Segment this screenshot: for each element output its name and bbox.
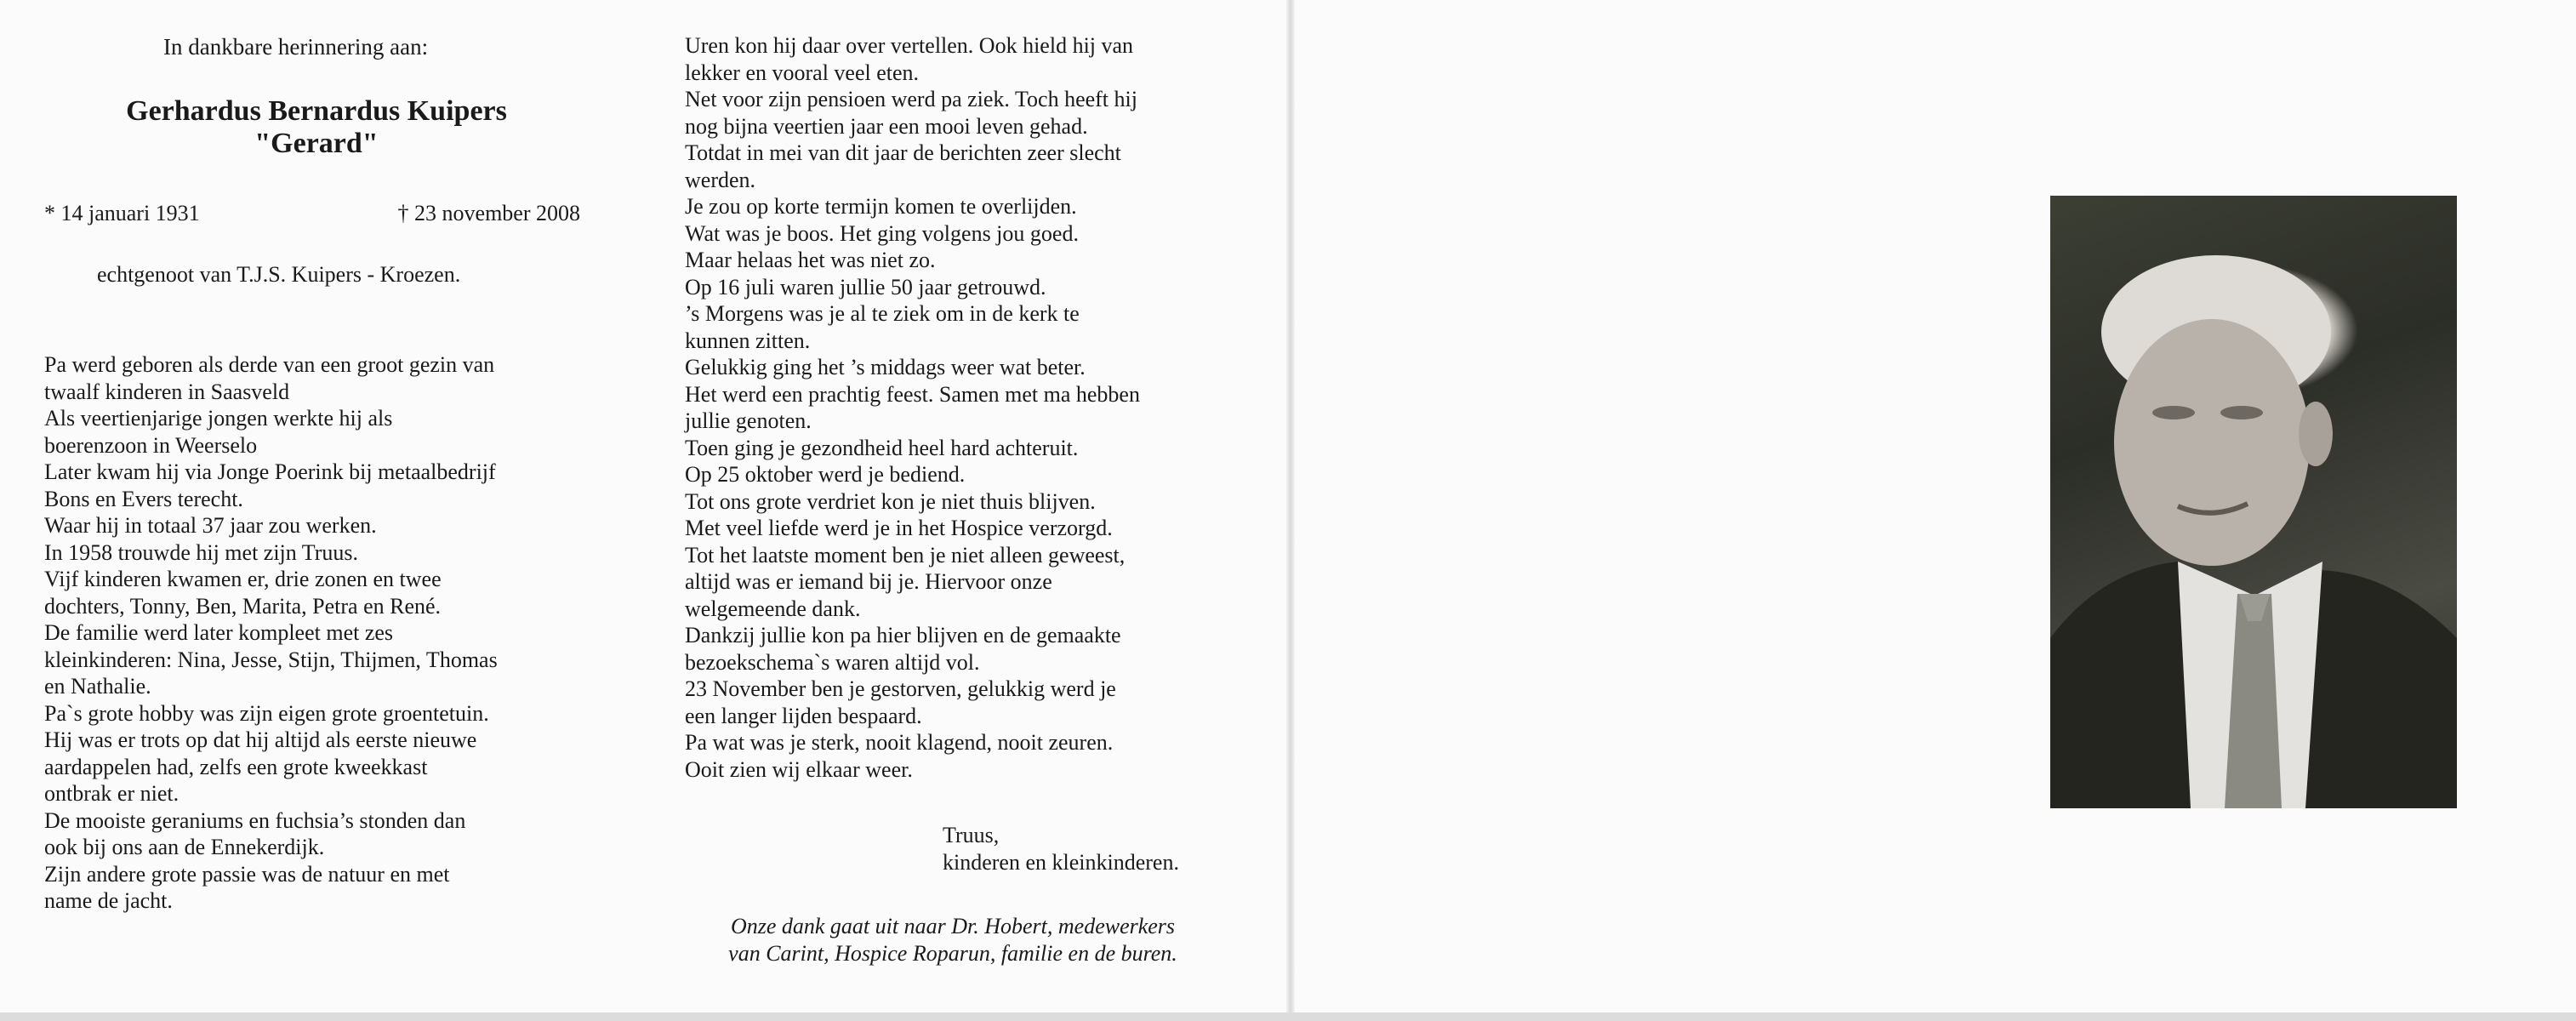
text-line: Als veertienjarige jongen werkte hij als (44, 406, 393, 431)
text-line: altijd was er iemand bij je. Hiervoor onze (685, 569, 1052, 594)
text-line: en Nathalie. (44, 674, 151, 699)
signature-block (943, 822, 1179, 876)
text-line: Uren kon hij daar over vertellen. Ook hield hij van (685, 33, 1134, 58)
text-line: Pa wat was je sterk, nooit klagend, nooit zeuren. (685, 730, 1114, 755)
thanks-note (685, 913, 1221, 967)
text-line: lekker en vooral veel eten. (685, 60, 920, 85)
name-block (44, 95, 589, 160)
text-line: dochters, Tonny, Ben, Marita, Petra en René. (44, 593, 442, 619)
text-line: twaalf kinderen in Saasveld (44, 379, 290, 404)
text-line: Vijf kinderen kwamen er, drie zonen en twee (44, 567, 442, 591)
text-line: Op 25 oktober werd je bediend. (685, 462, 966, 487)
text-line: Later kwam hij via Jonge Poerink bij metaalbedrijf (44, 459, 496, 484)
signature-family: kinderen en kleinkinderen. (943, 849, 1179, 875)
nickname: "Gerard" (254, 128, 379, 159)
text-line: Dankzij jullie kon pa hier blijven en de gemaakte (685, 623, 1121, 647)
text-line: bezoekschema`s waren altijd vol. (685, 649, 980, 675)
text-line: Gelukkig ging het ’s middags weer wat beter. (685, 355, 1086, 379)
spouse-line: echtgenoot van T.J.S. Kuipers - Kroezen. (97, 262, 461, 287)
text-line: ook bij ons aan de Ennekerdijk. (44, 835, 325, 859)
thanks-line: Onze dank gaat uit naar Dr. Hobert, medewerkers (730, 914, 1176, 938)
text-line: Bons en Evers terecht. (44, 486, 243, 511)
intro-text: In dankbare herinnering aan: (163, 34, 429, 60)
text-line: Waar hij in totaal 37 jaar zou werken. (44, 513, 377, 538)
birth-date: * 14 januari 1931 (44, 201, 200, 225)
text-line: welgemeende dank. (685, 596, 861, 621)
text-line: Pa werd geboren als derde van een groot gezin van (44, 352, 495, 377)
text-line: Zijn andere grote passie was de natuur en met (44, 861, 450, 887)
text-line: In 1958 trouwde hij met zijn Truus. (44, 539, 359, 565)
text-line: Ooit zien wij elkaar weer. (685, 756, 913, 782)
text-line: boerenzoon in Weerselo (44, 432, 258, 458)
text-line: De familie werd later kompleet met zes (44, 620, 394, 645)
text-line: ’s Morgens was je al te ziek om in de kerk te (685, 301, 1080, 326)
text-line: De mooiste geraniums en fuchsia’s stonden dan (44, 807, 466, 833)
death-date: † 23 november 2008 (397, 201, 580, 225)
text-line: kleinkinderen: Nina, Jesse, Stijn, Thijmen, Thomas (44, 647, 498, 672)
text-line: Het werd een prachtig feest. Samen met ma hebben (685, 381, 1140, 407)
text-line: Tot het laatste moment ben je niet alleen geweest, (685, 542, 1126, 568)
text-line: werden. (685, 167, 756, 192)
text-line: ontbrak er niet. (44, 781, 180, 806)
scan-bottom-edge (0, 1012, 2576, 1021)
text-line: 23 November ben je gestorven, gelukkig werd je (685, 676, 1116, 701)
signature-name: Truus, (943, 823, 1000, 847)
portrait-photo-icon (2050, 196, 2457, 808)
text-line: Je zou op korte termijn komen te overlijden. (685, 194, 1077, 219)
card-fold (1286, 0, 1295, 1012)
text-line: Maar helaas het was niet zo. (685, 248, 936, 272)
text-line: kunnen zitten. (685, 328, 811, 353)
middle-body-text (685, 32, 1229, 783)
text-line: Met veel liefde werd je in het Hospice verzorgd. (685, 516, 1113, 540)
text-line: Hij was er trots op dat hij altijd als eerste nieuwe (44, 727, 477, 752)
full-name: Gerhardus Bernardus Kuipers (126, 95, 507, 127)
left-body-text (44, 351, 589, 915)
text-line: aardappelen had, zelfs een grote kweekkast (44, 754, 428, 779)
text-line: name de jacht. (44, 888, 173, 913)
text-line: Net voor zijn pensioen werd pa ziek. Toch heeft hij (685, 87, 1137, 111)
text-line: Toen ging je gezondheid heel hard achteruit. (685, 435, 1079, 460)
thanks-line: van Carint, Hospice Roparun, familie en de buren. (728, 940, 1177, 966)
text-line: een langer lijden bespaard. (685, 703, 922, 728)
text-line: jullie genoten. (685, 408, 812, 433)
text-line: nog bijna veertien jaar een mooi leven gehad. (685, 113, 1088, 139)
text-line: Pa`s grote hobby was zijn eigen grote groentetuin. (44, 700, 489, 726)
text-line: Totdat in mei van dit jaar de berichten zeer slecht (685, 140, 1121, 165)
text-line: Wat was je boos. Het ging volgens jou goed. (685, 220, 1079, 246)
text-line: Op 16 juli waren jullie 50 jaar getrouwd. (685, 274, 1046, 299)
text-line: Tot ons grote verdriet kon je niet thuis blijven. (685, 488, 1096, 514)
